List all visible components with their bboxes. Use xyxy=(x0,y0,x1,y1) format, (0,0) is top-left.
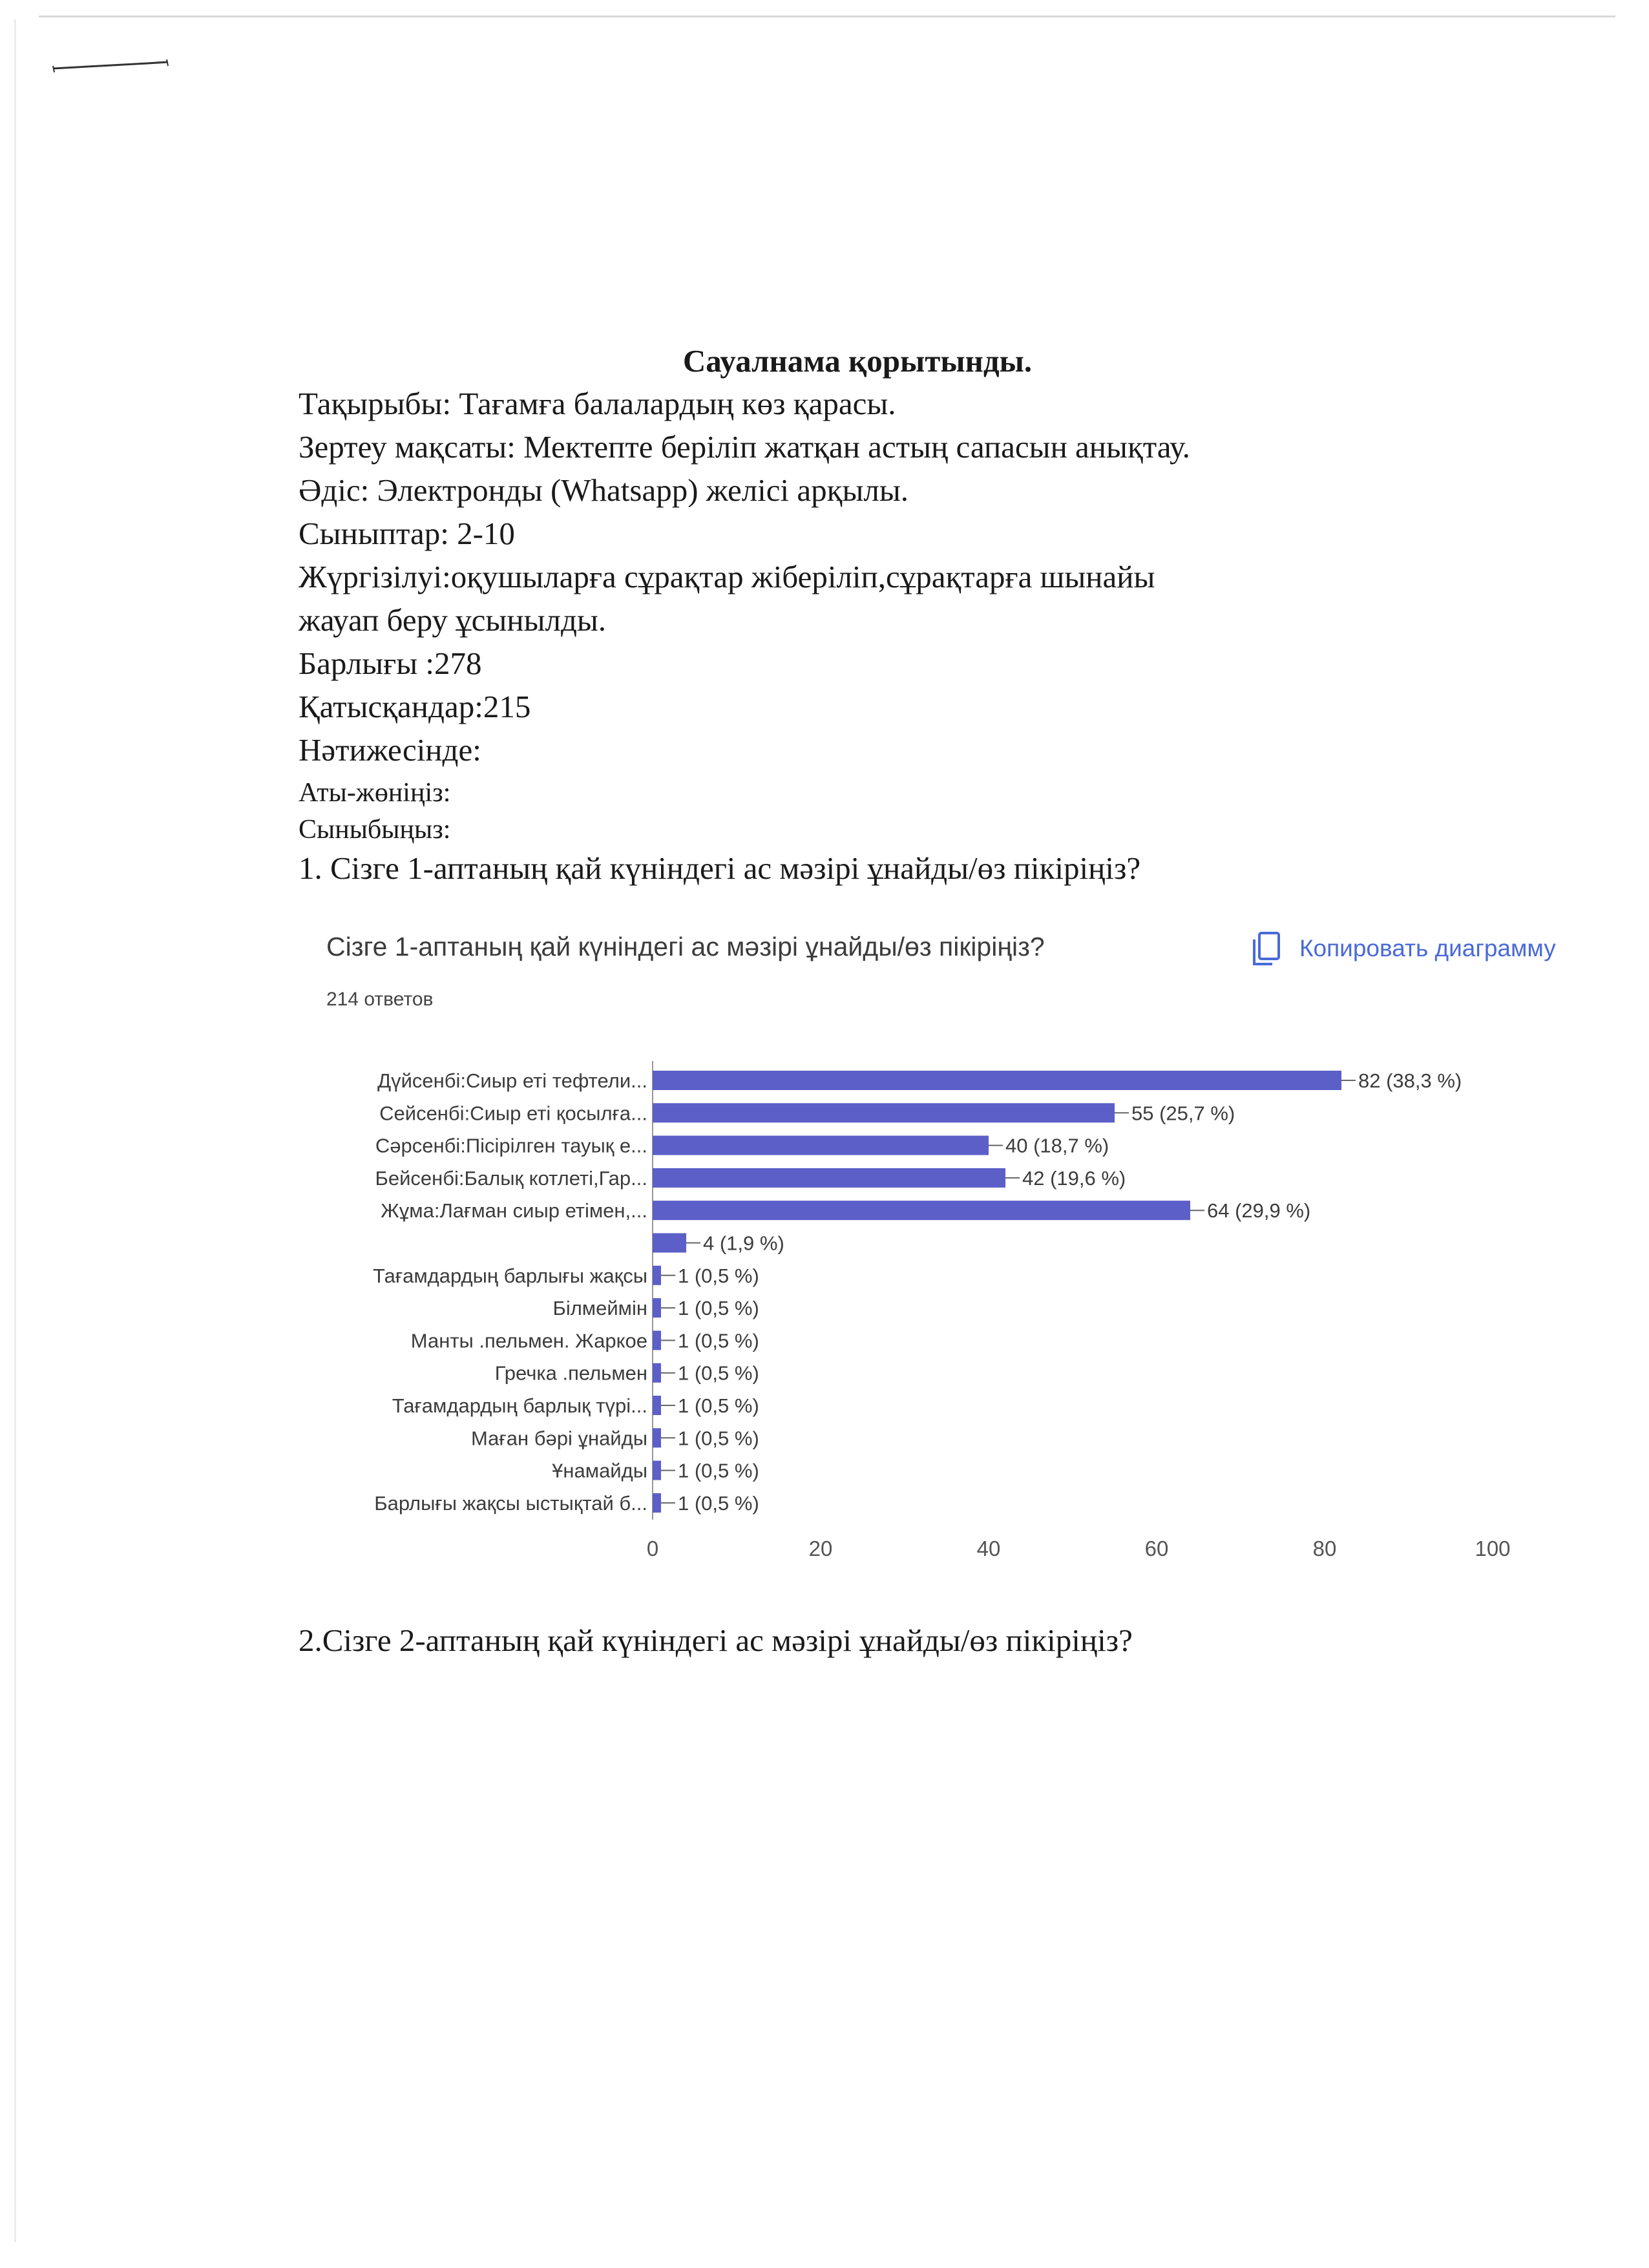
class-field-label: Сыныбыңыз: xyxy=(299,815,451,845)
data-label: 64 (29,9 %) xyxy=(1207,1199,1311,1223)
topic-line: Тақырыбы: Тағамға балалардың көз қарасы. xyxy=(299,386,896,421)
question-2: 2.Сізге 2-аптаның қай күніндегі ас мәзірі ұнайды/өз пікіріңіз? xyxy=(299,1622,1133,1658)
document-title: Сауалнама қорытынды. xyxy=(682,343,1033,379)
classes-line: Сыныптар: 2-10 xyxy=(299,516,515,551)
category-label: Гречка .пельмен xyxy=(494,1361,647,1385)
data-label: 1 (0,5 %) xyxy=(678,1329,759,1352)
category-label: Тағамдардың барлық түрі... xyxy=(392,1394,647,1417)
procedure-line: Жүргізілуі:оқушыларға сұрақтар жіберіліп,сұрақтарға шынайы xyxy=(299,559,1155,594)
data-label: 1 (0,5 %) xyxy=(678,1427,759,1450)
results-line: Нәтижесінде: xyxy=(299,732,481,768)
bar xyxy=(653,1201,1190,1220)
response-count: 214 ответов xyxy=(326,989,434,1010)
question-1: 1. Сізге 1-аптаның қай күніндегі ас мәзірі ұнайды/өз пікіріңіз? xyxy=(299,850,1141,886)
bar xyxy=(653,1428,661,1447)
data-label: 1 (0,5 %) xyxy=(678,1394,759,1417)
x-tick-label: 0 xyxy=(646,1536,659,1560)
x-tick-label: 20 xyxy=(808,1536,833,1560)
bar xyxy=(653,1330,661,1350)
copy-chart-label: Копировать диаграмму xyxy=(1299,935,1556,961)
scan-edge-top xyxy=(39,16,1615,17)
bar xyxy=(653,1493,661,1513)
bar xyxy=(653,1461,661,1480)
bar xyxy=(653,1298,661,1318)
bar xyxy=(653,1363,661,1383)
goal-line: Зертеу мақсаты: Мектепте беріліп жатқан астың сапасын анықтау. xyxy=(299,429,1190,465)
data-label: 55 (25,7 %) xyxy=(1131,1102,1235,1125)
bar-chart-plot xyxy=(326,918,1606,1577)
x-tick-label: 80 xyxy=(1312,1536,1337,1560)
total-line: Барлығы :278 xyxy=(299,646,482,681)
results-chart xyxy=(326,918,1606,1577)
pen-mark xyxy=(50,57,173,74)
bar xyxy=(653,1168,1005,1188)
bar xyxy=(653,1266,661,1285)
chart-title: Сізге 1-аптаның қай күніндегі ас мәзірі ұнайды/өз пікіріңіз? xyxy=(326,932,1045,961)
category-label: Білмеймін xyxy=(552,1297,647,1320)
data-label: 1 (0,5 %) xyxy=(678,1491,759,1515)
category-label: Манты .пельмен. Жаркое xyxy=(410,1329,647,1352)
data-label: 1 (0,5 %) xyxy=(678,1264,759,1287)
category-label: Барлығы жақсы ыстықтай б... xyxy=(374,1491,647,1515)
bar xyxy=(653,1071,1341,1090)
bar xyxy=(653,1103,1115,1122)
bar xyxy=(653,1234,686,1253)
data-label: 40 (18,7 %) xyxy=(1005,1134,1109,1157)
scan-edge-left xyxy=(14,19,16,2242)
category-label: Маған бәрі ұнайды xyxy=(471,1427,647,1450)
name-field-label: Аты-жөніңіз: xyxy=(299,778,451,808)
method-line: Әдіс: Электронды (Whatsapp) желісі арқылы. xyxy=(299,472,909,508)
bar xyxy=(653,1136,989,1155)
procedure-line-cont: жауап беру ұсынылды. xyxy=(299,602,607,638)
category-label: Бейсенбі:Балық котлеті,Гар... xyxy=(375,1166,647,1190)
category-label: Сәрсенбі:Пісірілген тауық е... xyxy=(375,1134,647,1157)
data-label: 1 (0,5 %) xyxy=(678,1459,759,1482)
data-label: 82 (38,3 %) xyxy=(1358,1069,1462,1092)
bar xyxy=(653,1396,661,1415)
x-tick-label: 100 xyxy=(1475,1536,1511,1560)
category-label: Ұнамайды xyxy=(552,1459,647,1482)
data-label: 4 (1,9 %) xyxy=(703,1232,784,1255)
x-tick-label: 40 xyxy=(976,1536,1001,1560)
category-label: Дүйсенбі:Сиыр еті тефтели... xyxy=(377,1069,647,1092)
data-label: 1 (0,5 %) xyxy=(678,1361,759,1385)
category-label: Тағамдардың барлығы жақсы xyxy=(373,1264,647,1287)
category-label: Сейсенбі:Сиыр еті қосылға... xyxy=(379,1102,647,1125)
x-tick-label: 60 xyxy=(1144,1536,1169,1560)
data-label: 1 (0,5 %) xyxy=(678,1297,759,1320)
category-label: Жұма:Лағман сиыр етімен,... xyxy=(381,1199,647,1223)
participants-line: Қатысқандар:215 xyxy=(299,689,531,724)
data-label: 42 (19,6 %) xyxy=(1022,1166,1126,1190)
